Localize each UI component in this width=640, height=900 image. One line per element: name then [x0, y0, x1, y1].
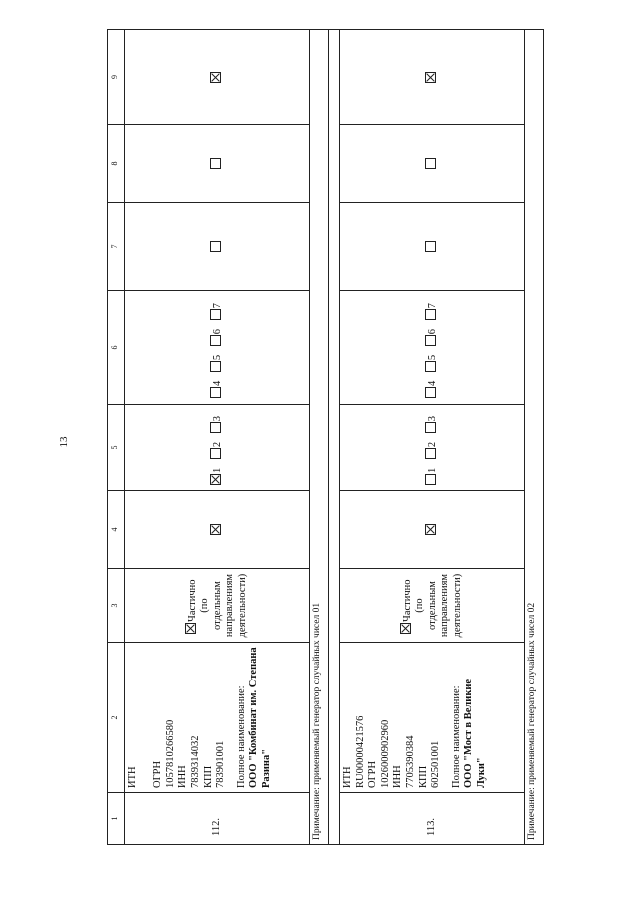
itn-value [140, 647, 153, 788]
col7-checkbox[interactable] [210, 242, 221, 253]
partial-cell [125, 569, 310, 643]
checkbox-6[interactable] [210, 335, 221, 346]
inn-label: ИНН [177, 765, 189, 788]
note-row [525, 30, 544, 845]
header-col-9: 9 [108, 30, 125, 125]
ogrn-value: 1026000902960 [379, 719, 391, 788]
col9-checkbox[interactable] [210, 72, 221, 83]
row-spacer [329, 30, 340, 845]
col7-cell [340, 203, 525, 291]
checkbox-1-label: 1 [426, 467, 438, 473]
kpp-value: 783901001 [215, 740, 227, 788]
checkbox-4[interactable] [210, 387, 221, 398]
col8-checkbox[interactable] [425, 159, 436, 170]
checkbox-1-label: 1 [211, 467, 223, 473]
col4-cell [125, 491, 310, 569]
note-row [310, 30, 329, 845]
checkbox-1[interactable] [210, 474, 221, 485]
table-row [340, 30, 525, 845]
partial-sub: (по отдельным направлениям деятельности) [199, 573, 248, 638]
checkbox-5-label: 5 [211, 354, 223, 361]
fullname-label: Полное наименование: [235, 685, 247, 788]
itn-label: ИТН [127, 766, 138, 788]
header-col-6: 6 [108, 291, 125, 405]
col6-cell [125, 291, 310, 405]
itn-label: ИТН [342, 766, 353, 788]
fullname-value: ООО "Комбинат им. Степана Разина" [248, 647, 272, 788]
fullname-value: ООО "Мост в Великие Луки" [463, 678, 487, 788]
partial-checkbox[interactable] [400, 623, 411, 634]
checkbox-7[interactable] [425, 309, 436, 320]
checkbox-2[interactable] [425, 448, 436, 459]
partial-sub: (по отдельным направлениям деятельности) [414, 573, 463, 638]
rotated-document [107, 30, 537, 845]
col4-checkbox[interactable] [425, 525, 436, 536]
header-col-1: 1 [108, 793, 125, 845]
checkbox-6[interactable] [425, 335, 436, 346]
inn-value: 7705390384 [404, 735, 416, 788]
header-col-3: 3 [108, 569, 125, 643]
col5-cell [125, 405, 310, 491]
col9-cell [125, 30, 310, 125]
inn-value: 7839314032 [189, 735, 201, 788]
checkbox-4-label: 4 [426, 380, 438, 386]
partial-label: Частично [186, 579, 198, 622]
col8-cell [340, 125, 525, 203]
checkbox-2-label: 2 [426, 441, 438, 448]
header-col-2: 2 [108, 643, 125, 793]
ogrn-label: ОГРН [367, 760, 379, 788]
col9-checkbox[interactable] [425, 72, 436, 83]
checkbox-1[interactable] [425, 474, 436, 485]
checkbox-7-label: 7 [426, 303, 438, 309]
row-number: 113. [340, 793, 525, 845]
col8-checkbox[interactable] [210, 159, 221, 170]
col7-cell [125, 203, 310, 291]
org-info [125, 643, 310, 793]
checkbox-3[interactable] [425, 422, 436, 433]
checkbox-3-label: 3 [211, 416, 223, 422]
registry-table [107, 29, 544, 845]
col5-cell [340, 405, 525, 491]
note-text: Примечание: применяемый генератор случайных чисел 02 [525, 30, 544, 845]
itn-value: RU00000421576 [354, 715, 366, 788]
header-col-5: 5 [108, 405, 125, 491]
inn-label: ИНН [392, 765, 404, 788]
header-col-4: 4 [108, 491, 125, 569]
checkbox-5-label: 5 [426, 354, 438, 361]
checkbox-4[interactable] [425, 387, 436, 398]
row-number: 112. [125, 793, 310, 845]
spacer-cell [329, 30, 340, 845]
partial-checkbox[interactable] [185, 623, 196, 634]
kpp-label: КПП [417, 765, 429, 788]
fullname-label: Полное наименование: [450, 685, 462, 788]
col8-cell [125, 125, 310, 203]
checkbox-2-label: 2 [211, 441, 223, 448]
table-row [125, 30, 310, 845]
document-inner [107, 30, 537, 845]
checkbox-2[interactable] [210, 448, 221, 459]
header-col-7: 7 [108, 203, 125, 291]
col7-checkbox[interactable] [425, 242, 436, 253]
checkbox-3-label: 3 [426, 416, 438, 422]
ogrn-label: ОГРН [152, 760, 164, 788]
page-number: 13 [58, 436, 70, 448]
org-info [340, 643, 525, 793]
checkbox-5[interactable] [210, 361, 221, 372]
header-row [108, 30, 125, 845]
col9-cell [340, 30, 525, 125]
checkbox-4-label: 4 [211, 380, 223, 386]
col6-cell [340, 291, 525, 405]
ogrn-value: 1057810266580 [164, 719, 176, 788]
checkbox-6-label: 6 [426, 328, 438, 335]
partial-label: Частично [401, 579, 413, 622]
checkbox-7-label: 7 [211, 303, 223, 309]
col4-cell [340, 491, 525, 569]
partial-cell [340, 569, 525, 643]
checkbox-7[interactable] [210, 309, 221, 320]
kpp-value: 602501001 [430, 740, 442, 788]
checkbox-5[interactable] [425, 361, 436, 372]
checkbox-3[interactable] [210, 422, 221, 433]
note-text: Примечание: применяемый генератор случайных чисел 01 [310, 30, 329, 845]
kpp-label: КПП [202, 765, 214, 788]
header-col-8: 8 [108, 125, 125, 203]
checkbox-6-label: 6 [211, 328, 223, 335]
col4-checkbox[interactable] [210, 525, 221, 536]
